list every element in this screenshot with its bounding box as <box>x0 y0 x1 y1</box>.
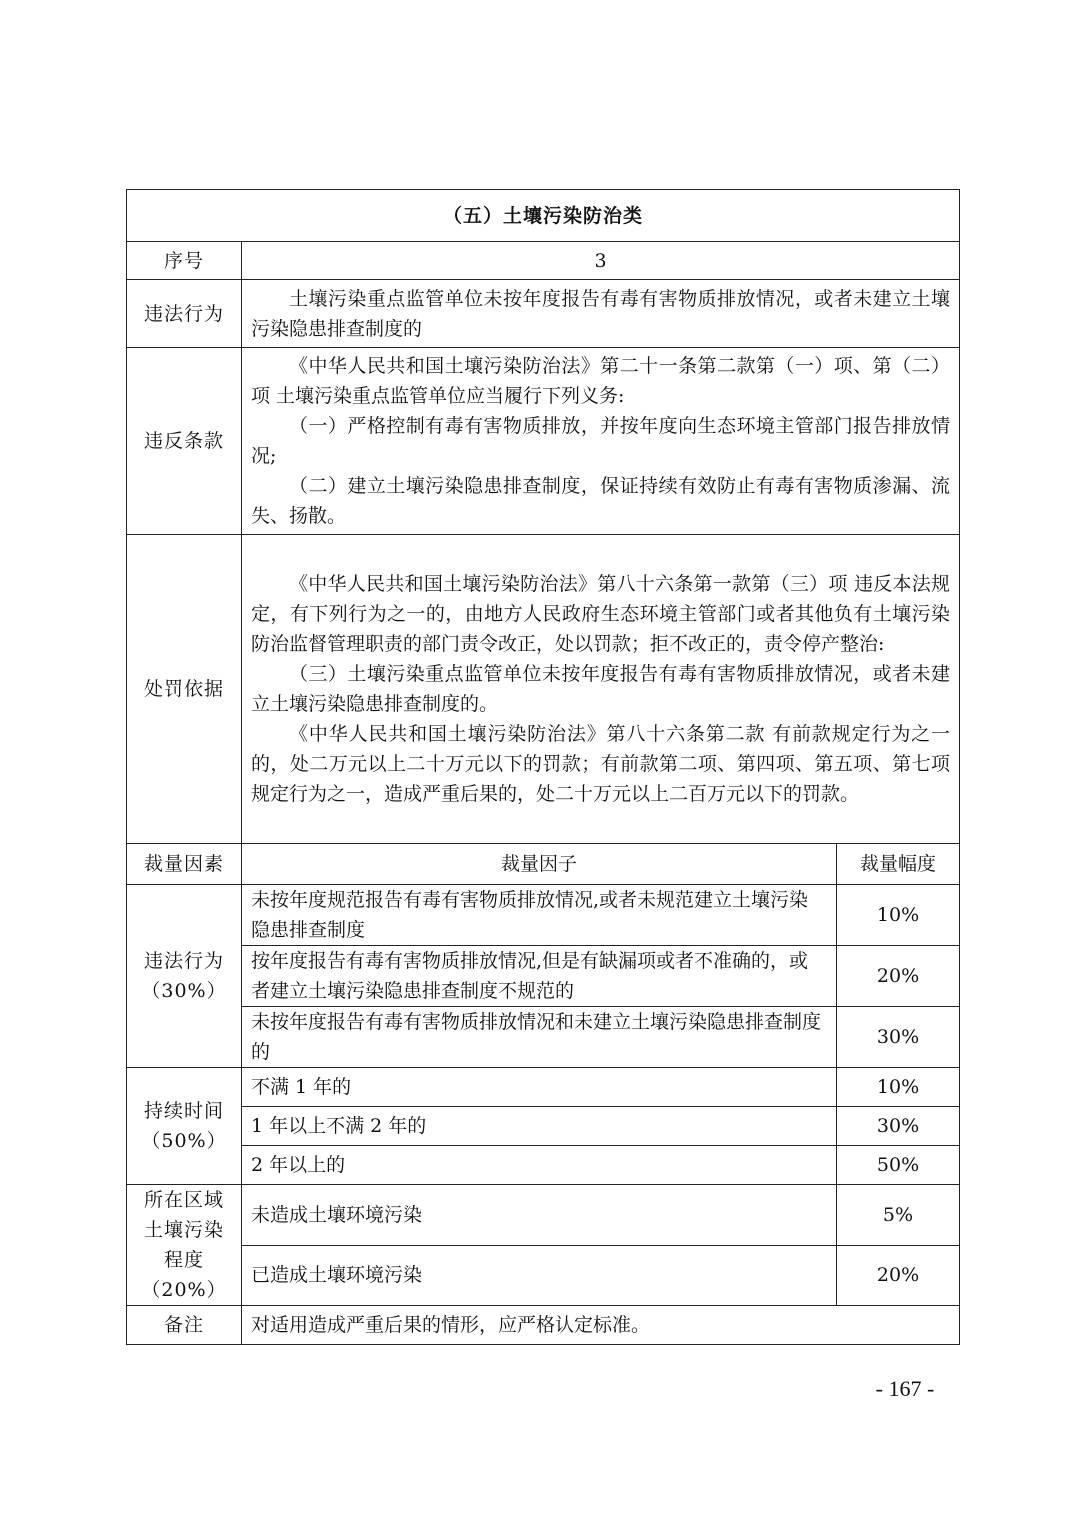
factor-item-text: 不满 1 年的 <box>242 1068 837 1107</box>
basis-paragraph: 《中华人民共和国土壤污染防治法》第八十六条第二款 有前款规定行为之一的，处二万元以上二十万元以下的罚款；有前款第二项、第四项、第五项、第七项规定行为之一，造成严重后果的，处二十万元以上二百万元以下的罚款。 <box>251 723 951 805</box>
factor-group-name: 违法行为 <box>143 950 224 972</box>
factor-item-pct: 20% <box>837 946 960 1007</box>
factor-group-weight: （50%） <box>141 1130 227 1152</box>
factor-group-label <box>127 1185 242 1306</box>
discretion-range-header: 裁量幅度 <box>837 844 960 885</box>
violation-text: 土壤污染重点监管单位未按年度报告有毒有害物质排放情况，或者未建立土壤污染隐患排查制度的 <box>251 287 951 340</box>
factor-group-weight: （30%） <box>141 980 227 1002</box>
clause-paragraph: 《中华人民共和国土壤污染防治法》第二十一条第二款第（一）项、第（二）项 土壤污染重点监管单位应当履行下列义务: <box>251 355 951 407</box>
factor-group-name: 持续时间 <box>143 1100 224 1122</box>
factor-group-label <box>127 885 242 1068</box>
factor-item-pct: 20% <box>837 1245 960 1306</box>
clause-paragraph: （二）建立土壤污染隐患排查制度，保证持续有效防止有毒有害物质渗漏、流失、扬散。 <box>251 475 951 527</box>
serial-label: 序号 <box>127 242 242 280</box>
factor-item-text: 已造成土壤环境污染 <box>242 1245 837 1306</box>
factor-item-pct: 5% <box>837 1185 960 1246</box>
basis-paragraph: 《中华人民共和国土壤污染防治法》第八十六条第一款第（三）项 违反本法规定，有下列行为之一的，由地方人民政府生态环境主管部门或者其他负有土壤污染防治监督管理职责的部门责令改正，处以罚款；拒不改正的，责令停产整治: <box>251 573 951 655</box>
factor-group-name: 土壤污染 <box>143 1219 224 1241</box>
factor-item-text: 2 年以上的 <box>242 1146 837 1185</box>
remark-label: 备注 <box>127 1306 242 1345</box>
clause-paragraph: （一）严格控制有毒有害物质排放，并按年度向生态环境主管部门报告排放情况; <box>251 415 951 467</box>
penalty-basis-cell <box>242 535 960 844</box>
penalty-basis-label: 处罚依据 <box>127 535 242 844</box>
section-title: （五）土壤污染防治类 <box>127 190 960 242</box>
page-number: - 167 - <box>875 1376 935 1401</box>
factor-item-text: 按年度报告有毒有害物质排放情况,但是有缺漏项或者不准确的，或者建立土壤污染隐患排查制度不规范的 <box>242 946 837 1007</box>
factor-item-pct: 10% <box>837 1068 960 1107</box>
factor-group-name: 所在区域 <box>143 1189 224 1211</box>
factor-group-name: 程度 <box>163 1249 204 1271</box>
violated-clause-label: 违反条款 <box>127 348 242 535</box>
penalty-standard-table <box>126 189 960 1345</box>
factor-item-text: 未按年度规范报告有毒有害物质排放情况,或者未规范建立土壤污染隐患排查制度 <box>242 885 837 946</box>
factor-group-weight: （20%） <box>141 1279 227 1301</box>
violated-clause-cell <box>242 348 960 535</box>
violation-text-cell <box>242 280 960 348</box>
remark-text: 对适用造成严重后果的情形，应严格认定标准。 <box>242 1306 960 1345</box>
basis-paragraph: （三）土壤污染重点监管单位未按年度报告有毒有害物质排放情况，或者未建立土壤污染隐患排查制度的。 <box>251 663 951 715</box>
factor-item-pct: 30% <box>837 1107 960 1146</box>
factor-group-label <box>127 1068 242 1185</box>
factor-item-pct: 30% <box>837 1007 960 1068</box>
discretion-factor-header: 裁量因素 <box>127 844 242 885</box>
factor-item-pct: 10% <box>837 885 960 946</box>
factor-item-text: 未造成土壤环境污染 <box>242 1185 837 1246</box>
factor-item-text: 1 年以上不满 2 年的 <box>242 1107 837 1146</box>
factor-item-pct: 50% <box>837 1146 960 1185</box>
factor-item-text: 未按年度报告有毒有害物质排放情况和未建立土壤污染隐患排查制度的 <box>242 1007 837 1068</box>
discretion-item-header: 裁量因子 <box>242 844 837 885</box>
violation-label: 违法行为 <box>127 280 242 348</box>
serial-value: 3 <box>242 242 960 280</box>
